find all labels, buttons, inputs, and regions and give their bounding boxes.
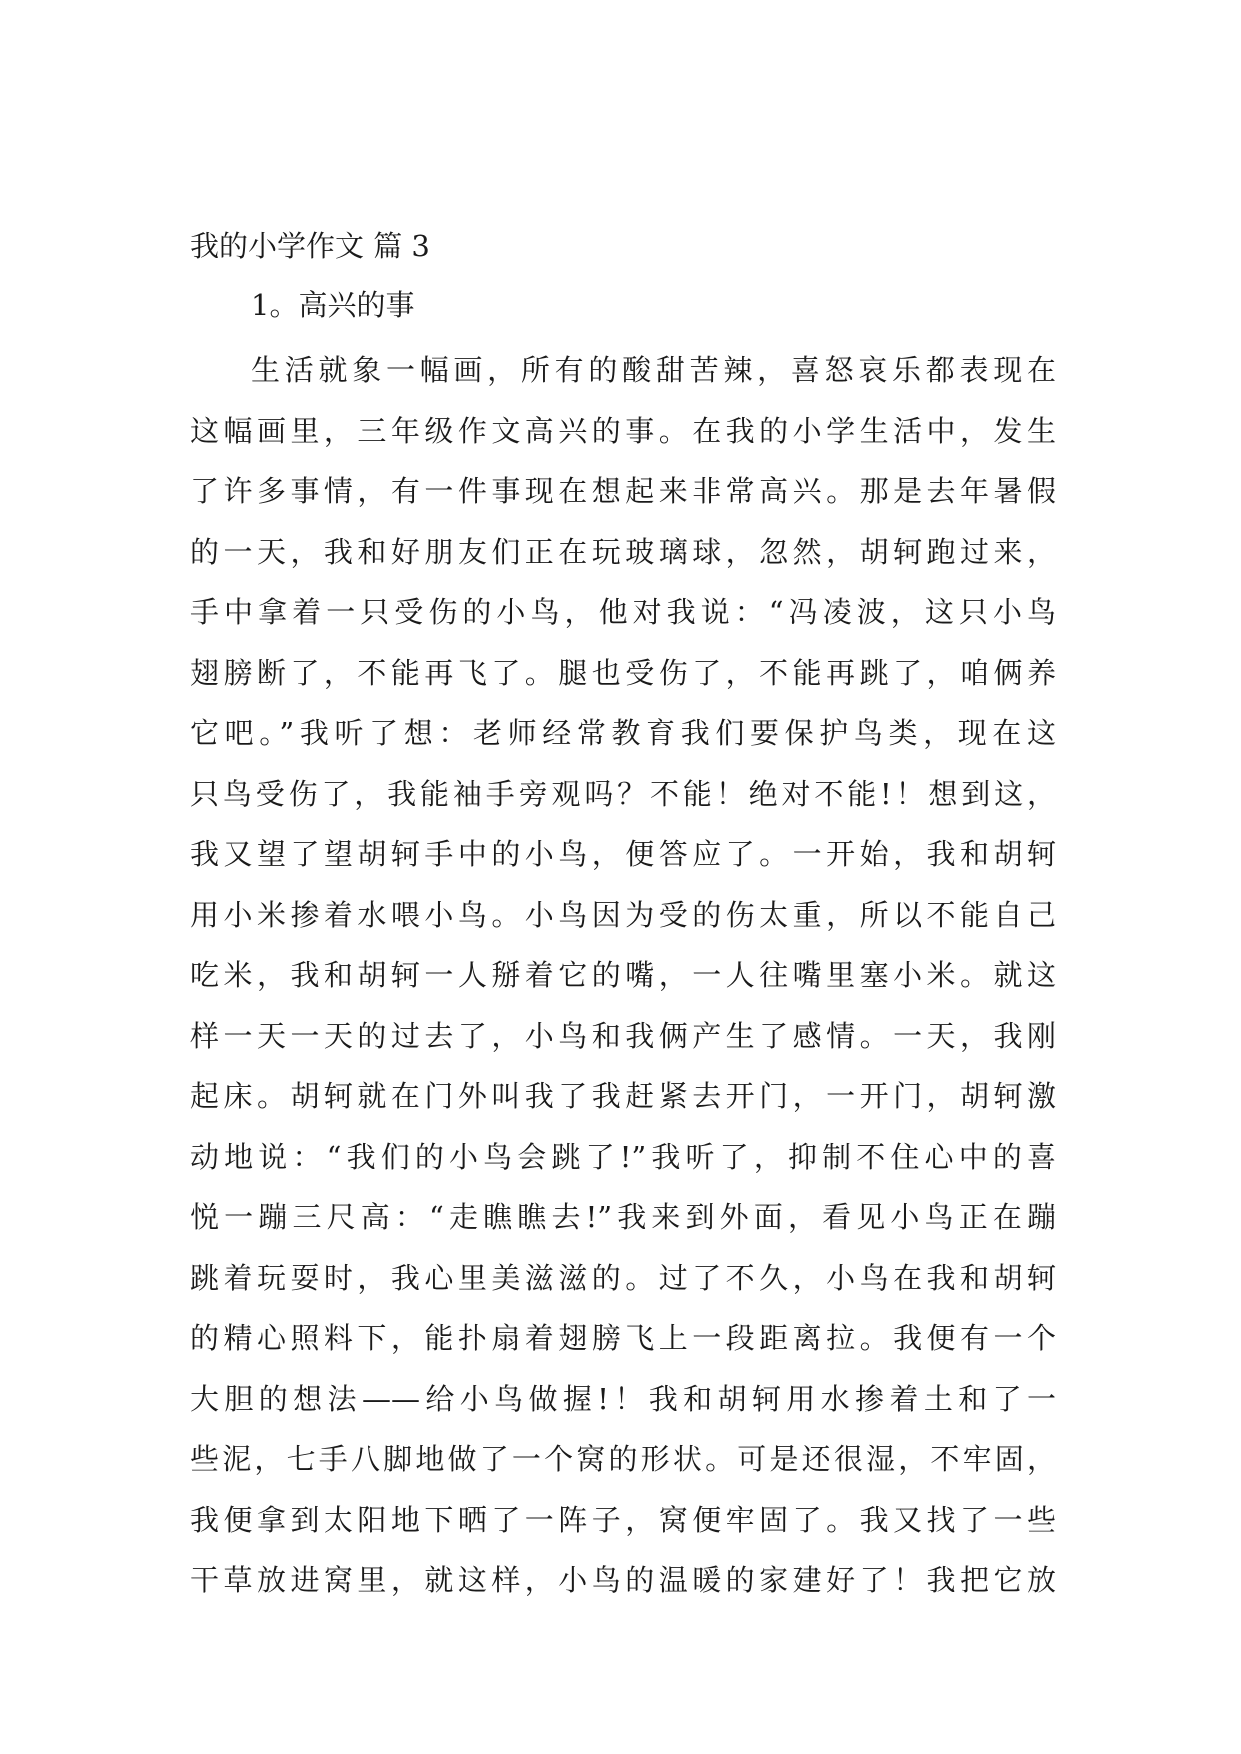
text-line: 些泥，七手八脚地做了一个窝的形状。可是还很湿，不牢固，: [190, 1442, 1056, 1476]
document-title: 我的小学作文 篇 3: [190, 229, 430, 263]
essay-body: [190, 340, 1056, 1611]
text-line: 翅膀断了，不能再飞了。腿也受伤了，不能再跳了，咱俩养: [190, 655, 1056, 690]
text-line: 悦一蹦三尺高：“走瞧瞧去!”我来到外面，看见小鸟正在蹦: [190, 1200, 1056, 1234]
text-line: 我又望了望胡轲手中的小鸟，便答应了。一开始，我和胡轲: [190, 837, 1056, 871]
text-line: 动地说：“我们的小鸟会跳了!”我听了，抑制不住心中的喜: [190, 1139, 1056, 1174]
text-line: 了许多事情，有一件事现在想起来非常高兴。那是去年暑假: [190, 474, 1056, 508]
text-line: 大胆的想法——给小鸟做握!！我和胡轲用水掺着土和了一: [190, 1381, 1056, 1416]
section-heading: 1。高兴的事: [251, 288, 415, 322]
text-line: 手中拿着一只受伤的小鸟，他对我说：“冯凌波，这只小鸟: [190, 595, 1056, 629]
text-line: 样一天一天的过去了，小鸟和我俩产生了感情。一天，我刚: [190, 1018, 1056, 1053]
text-line: 这幅画里，三年级作文高兴的事。在我的小学生活中，发生: [190, 413, 1056, 448]
text-line: 起床。胡轲就在门外叫我了我赶紧去开门，一开门，胡轲激: [190, 1079, 1056, 1113]
text-line: 吃米，我和胡轲一人掰着它的嘴，一人往嘴里塞小米。就这: [190, 958, 1056, 992]
text-line: 只鸟受伤了，我能袖手旁观吗？不能！绝对不能!！想到这，: [190, 776, 1056, 811]
text-line: 用小米掺着水喂小鸟。小鸟因为受的伤太重，所以不能自己: [190, 897, 1056, 932]
text-line: 它吧。”我听了想：老师经常教育我们要保护鸟类，现在这: [190, 716, 1056, 750]
text-line: 生活就象一幅画，所有的酸甜苦辣，喜怒哀乐都表现在: [251, 353, 1056, 387]
text-line: 的精心照料下，能扑扇着翅膀飞上一段距离拉。我便有一个: [190, 1321, 1056, 1355]
text-line: 的一天，我和好朋友们正在玩玻璃球，忽然，胡轲跑过来，: [190, 534, 1056, 569]
text-line: 我便拿到太阳地下晒了一阵子，窝便牢固了。我又找了一些: [190, 1502, 1056, 1537]
text-line: 干草放进窝里，就这样，小鸟的温暖的家建好了！我把它放: [190, 1563, 1056, 1597]
text-line: 跳着玩耍时，我心里美滋滋的。过了不久，小鸟在我和胡轲: [190, 1260, 1056, 1295]
